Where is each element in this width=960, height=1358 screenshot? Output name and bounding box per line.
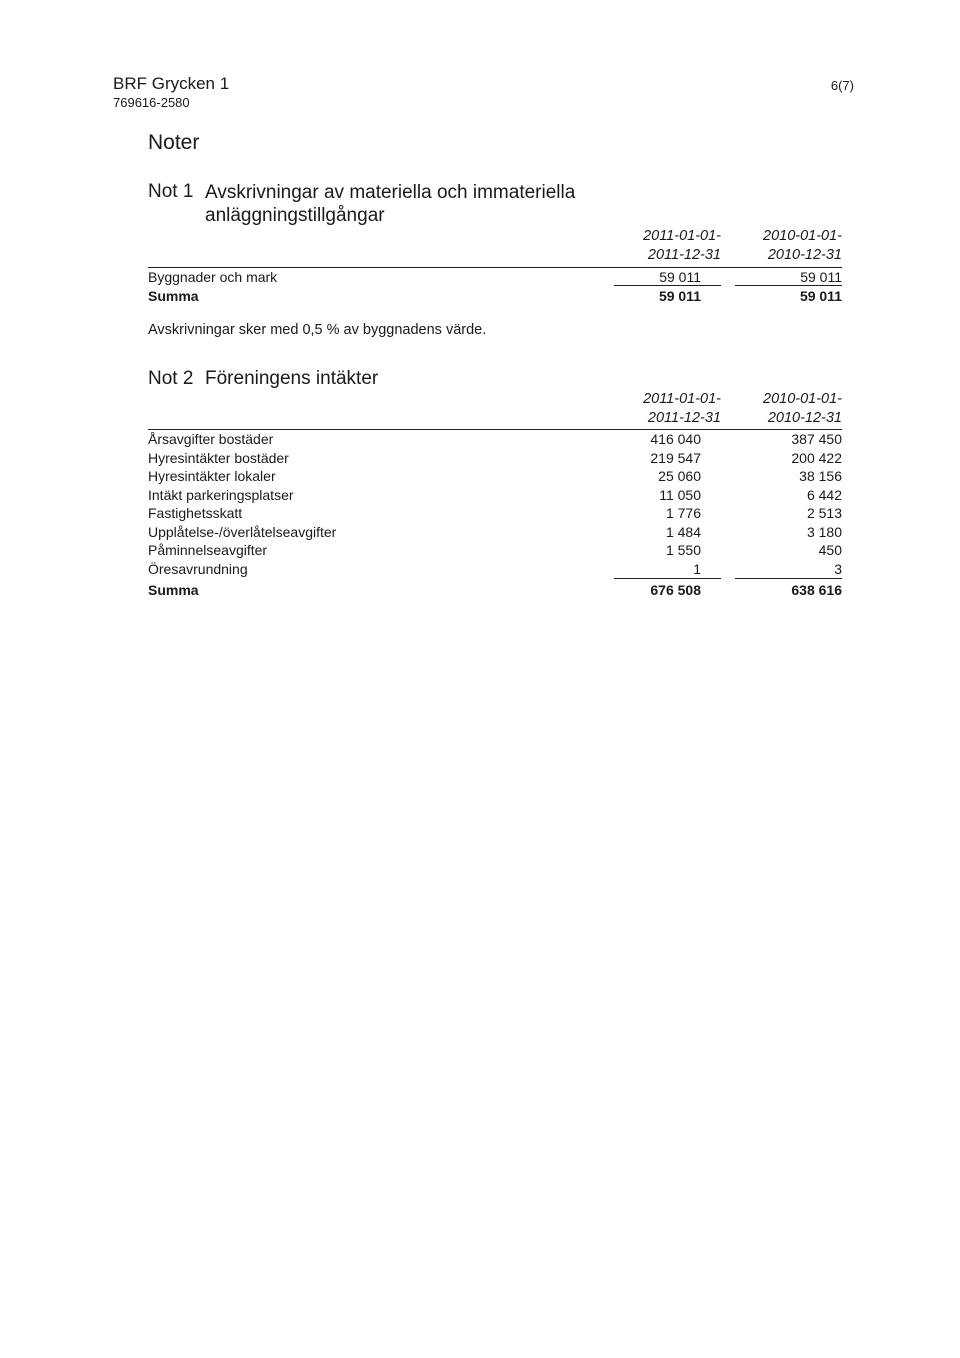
note2-period-current bbox=[610, 390, 721, 428]
sum-current-value: 676 508 bbox=[650, 582, 701, 598]
row-current-value: 1 776 bbox=[665, 505, 701, 521]
organization-name: BRF Grycken 1 bbox=[113, 74, 230, 93]
row-label: Påminnelseavgifter bbox=[148, 542, 268, 558]
note1-period-current bbox=[610, 227, 721, 265]
note1-sum-rule-current bbox=[614, 285, 721, 286]
sum-label: Summa bbox=[148, 288, 199, 304]
row-label: Årsavgifter bostäder bbox=[148, 431, 274, 447]
note2-sum-rule-current bbox=[614, 578, 721, 579]
note2-sum-rule-previous bbox=[735, 578, 842, 579]
row-current-value: 1 550 bbox=[665, 542, 701, 558]
table-row bbox=[148, 268, 842, 287]
row-current-value: 1 bbox=[693, 560, 701, 577]
sum-current-value: 59 011 bbox=[658, 288, 701, 304]
page-number: 6(7) bbox=[830, 78, 854, 93]
row-label: Byggnader och mark bbox=[148, 269, 278, 285]
row-previous-value: 38 156 bbox=[799, 468, 842, 484]
table-row bbox=[148, 467, 842, 486]
period-line: 2010-01-01- bbox=[763, 228, 842, 244]
row-label: Hyresintäkter bostäder bbox=[148, 449, 289, 466]
note1-title bbox=[205, 181, 575, 227]
note2-heading bbox=[148, 368, 378, 390]
table-row bbox=[148, 449, 842, 468]
table-row bbox=[148, 504, 842, 523]
sum-previous-value: 638 616 bbox=[791, 582, 842, 598]
table-row bbox=[148, 430, 842, 449]
row-previous-value: 450 bbox=[818, 542, 842, 558]
sum-label: Summa bbox=[148, 582, 199, 598]
period-line: 2011-01-01- bbox=[643, 391, 721, 407]
row-current-value: 219 547 bbox=[650, 449, 701, 466]
row-previous-value: 387 450 bbox=[791, 431, 842, 447]
period-line: 2011-12-31 bbox=[647, 247, 721, 263]
row-previous-value: 3 bbox=[834, 560, 842, 577]
period-line: 2010-12-31 bbox=[767, 410, 842, 426]
note1-title-line2: anläggningstillgångar bbox=[205, 205, 385, 226]
row-label: Fastighetsskatt bbox=[148, 505, 243, 521]
note1-comment: Avskrivningar sker med 0,5 % av byggnadens värde. bbox=[148, 322, 487, 338]
table-row bbox=[148, 560, 842, 579]
note1-title-line1: Avskrivningar av materiella och immateriella bbox=[205, 182, 576, 203]
period-line: 2010-12-31 bbox=[767, 247, 842, 263]
organization-number: 769616-2580 bbox=[113, 95, 190, 110]
row-previous-value: 200 422 bbox=[791, 449, 842, 466]
row-label: Intäkt parkeringsplatser bbox=[148, 486, 294, 503]
table-row bbox=[148, 541, 842, 560]
note2-title: Föreningens intäkter bbox=[205, 368, 379, 389]
sum-previous-value: 59 011 bbox=[799, 288, 842, 304]
row-label: Upplåtelse-/överlåtelseavgifter bbox=[148, 523, 337, 540]
row-label: Öresavrundning bbox=[148, 560, 248, 577]
note2-period-previous bbox=[731, 390, 842, 428]
row-previous-value: 59 011 bbox=[800, 269, 842, 285]
row-current-value: 25 060 bbox=[658, 468, 701, 484]
section-title: Noter bbox=[148, 131, 200, 154]
row-current-value: 11 050 bbox=[659, 486, 701, 503]
table-row bbox=[148, 486, 842, 505]
row-previous-value: 3 180 bbox=[806, 523, 842, 540]
note1-period-previous bbox=[731, 227, 842, 265]
row-label: Hyresintäkter lokaler bbox=[148, 468, 276, 484]
period-line: 2011-01-01- bbox=[643, 228, 721, 244]
row-current-value: 59 011 bbox=[659, 269, 701, 285]
note1-heading bbox=[148, 181, 575, 227]
note2-number: Not 2 bbox=[148, 368, 194, 389]
row-previous-value: 2 513 bbox=[806, 505, 842, 521]
row-current-value: 1 484 bbox=[665, 523, 701, 540]
note1-sum-rule-previous bbox=[735, 285, 842, 286]
period-line: 2010-01-01- bbox=[763, 391, 842, 407]
sum-row bbox=[148, 581, 842, 600]
sum-row bbox=[148, 287, 842, 306]
note1-number: Not 1 bbox=[148, 181, 194, 202]
row-current-value: 416 040 bbox=[650, 431, 701, 447]
period-line: 2011-12-31 bbox=[647, 410, 721, 426]
row-previous-value: 6 442 bbox=[806, 486, 842, 503]
table-row bbox=[148, 523, 842, 542]
